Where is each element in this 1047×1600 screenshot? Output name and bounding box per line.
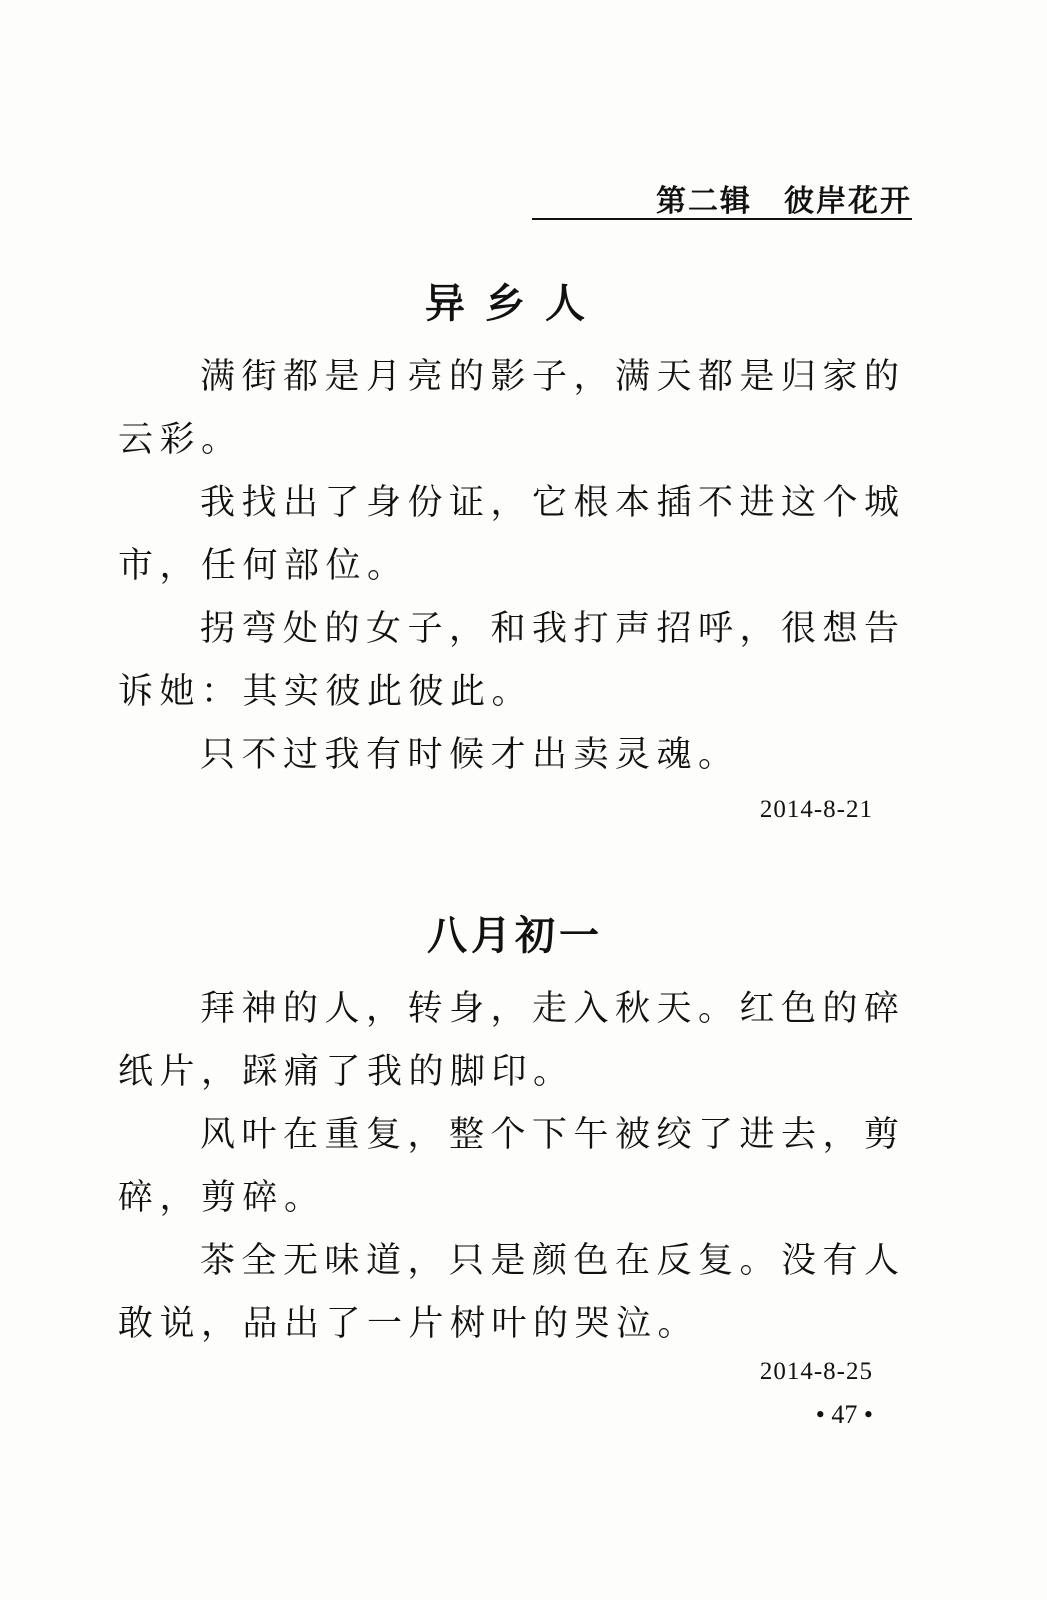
poem-paragraph: 拜神的人，转身，走入秋天。红色的碎纸片，踩痛了我的脚印。: [118, 989, 906, 1092]
header-rule: [532, 218, 912, 220]
poem-paragraph: 茶全无味道，只是颜色在反复。没有人敢说，品出了一片树叶的哭泣。: [118, 1241, 906, 1344]
poem-date: 2014-8-21: [759, 796, 873, 823]
poem-title: 异乡人: [425, 280, 605, 327]
poem-paragraph: 拐弯处的女子，和我打声招呼，很想告诉她：其实彼此彼此。: [118, 609, 906, 712]
running-header: 第二辑 彼岸花开: [656, 184, 912, 219]
poem-title: 八月初一: [427, 912, 603, 959]
poem-date: 2014-8-25: [759, 1358, 873, 1385]
poem-paragraph: 风叶在重复，整个下午被绞了进去，剪碎，剪碎。: [118, 1115, 906, 1218]
page-number: • 47 •: [815, 1400, 873, 1429]
poem-paragraph: 我找出了身份证，它根本插不进这个城市，任何部位。: [118, 483, 906, 586]
poem-paragraph: 满街都是月亮的影子，满天都是归家的云彩。: [118, 357, 906, 460]
poem-paragraph: 只不过我有时候才出卖灵魂。: [200, 735, 740, 775]
